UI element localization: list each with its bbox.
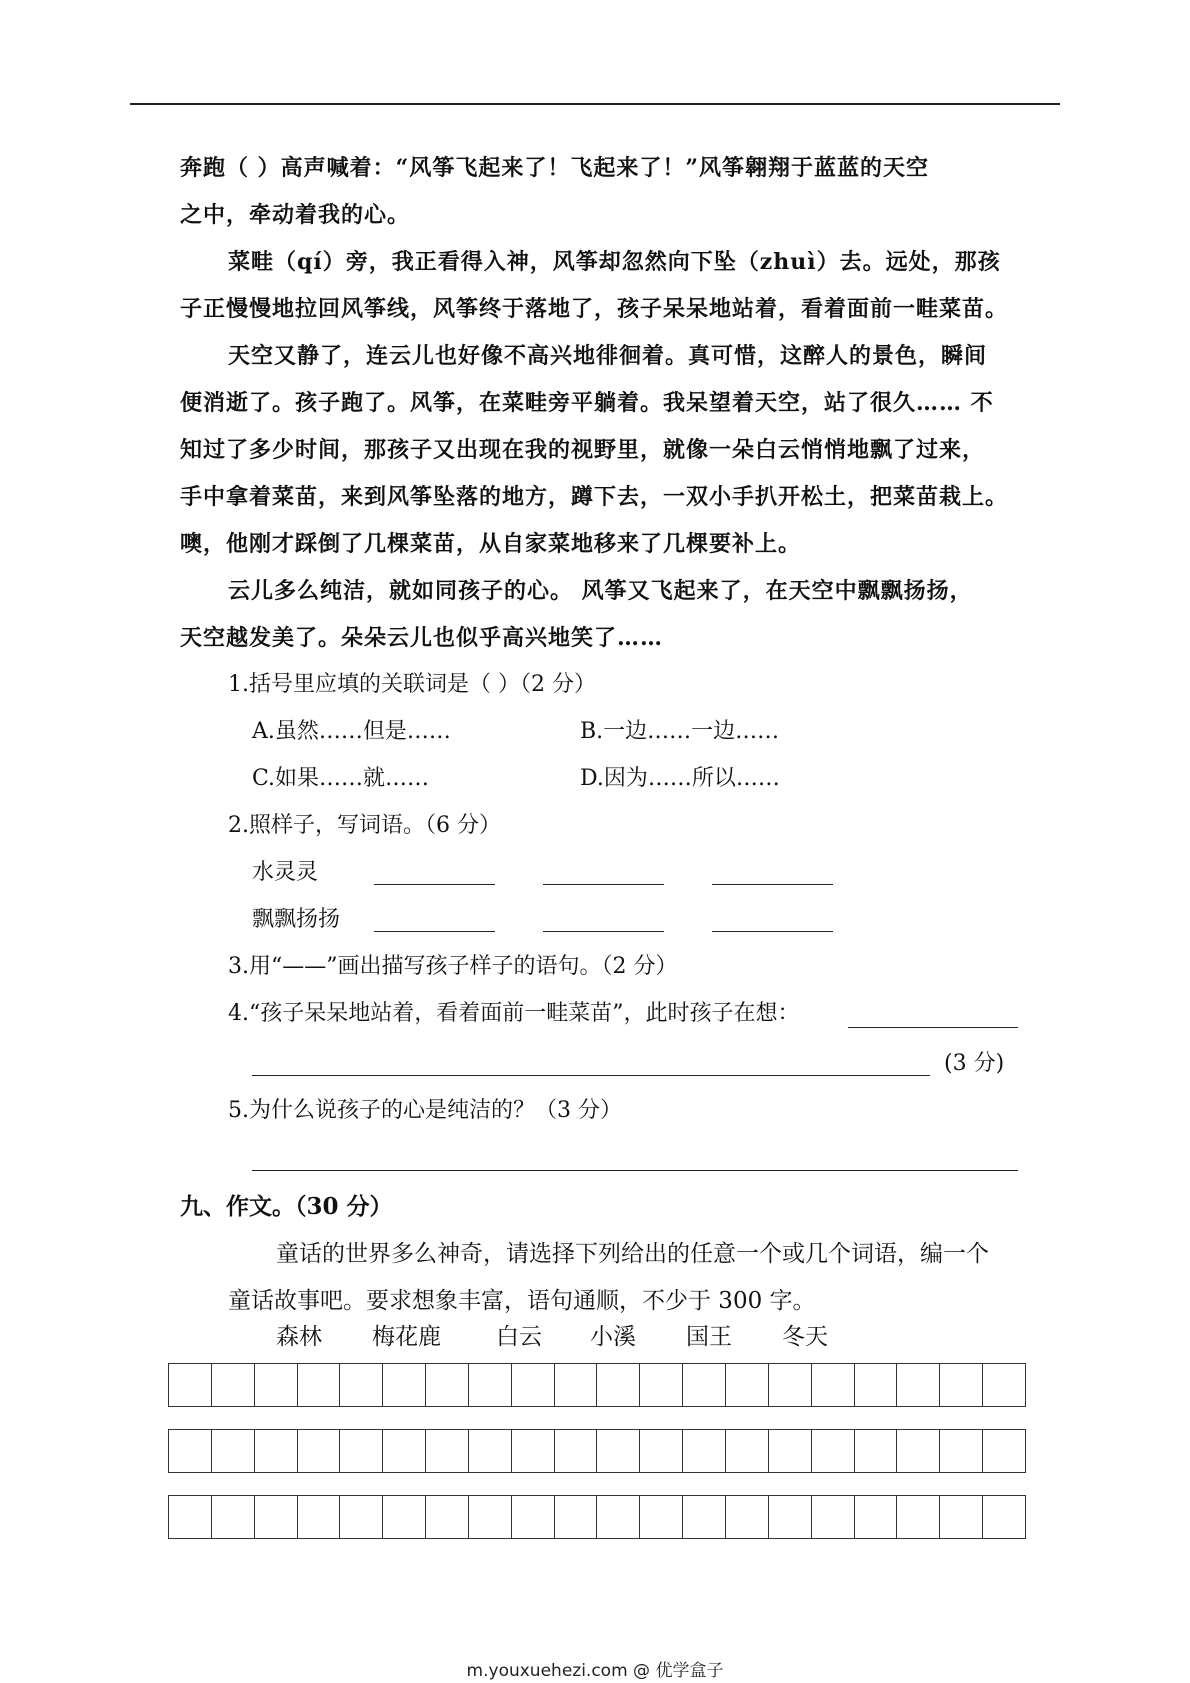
composition-prompt-line: 童话故事吧。要求想象丰富，语句通顺，不少于 300 字。 bbox=[228, 1288, 816, 1314]
passage-line: 手中拿着菜苗，来到风筝坠落的地方，蹲下去，一双小手扒开松土，把菜苗栽上。 bbox=[180, 484, 1009, 510]
passage-line: 便消逝了。孩子跑了。风筝，在菜畦旁平躺着。我呆望着天空，站了很久…… 不 bbox=[180, 390, 994, 416]
grid-cell[interactable] bbox=[726, 1430, 769, 1472]
answer-blank[interactable] bbox=[252, 1075, 930, 1076]
grid-cell[interactable] bbox=[469, 1430, 512, 1472]
grid-cell[interactable] bbox=[726, 1364, 769, 1406]
grid-cell[interactable] bbox=[940, 1430, 983, 1472]
writing-grid-row[interactable] bbox=[168, 1363, 1026, 1407]
grid-cell[interactable] bbox=[512, 1430, 555, 1472]
grid-cell[interactable] bbox=[255, 1364, 298, 1406]
grid-cell[interactable] bbox=[512, 1364, 555, 1406]
question-4: 4.“孩子呆呆地站着，看着面前一畦菜苗”，此时孩子在想： bbox=[228, 1001, 800, 1026]
option-d: D.因为……所以…… bbox=[580, 766, 780, 791]
grid-cell[interactable] bbox=[383, 1430, 426, 1472]
question-5: 5.为什么说孩子的心是纯洁的？（3 分） bbox=[228, 1098, 622, 1123]
passage-line: 子正慢慢地拉回风筝线，风筝终于落地了，孩子呆呆地站着，看着面前一畦菜苗。 bbox=[180, 296, 1009, 322]
question-3: 3.用“——”画出描写孩子样子的语句。（2 分） bbox=[228, 954, 678, 979]
grid-cell[interactable] bbox=[298, 1364, 341, 1406]
grid-cell[interactable] bbox=[597, 1496, 640, 1538]
grid-cell[interactable] bbox=[769, 1430, 812, 1472]
passage-line: 天空又静了，连云儿也好像不高兴地徘徊着。真可惜，这醉人的景色，瞬间 bbox=[228, 343, 988, 369]
grid-cell[interactable] bbox=[469, 1364, 512, 1406]
passage-line: 天空越发美了。朵朵云儿也似乎高兴地笑了…… bbox=[180, 625, 664, 651]
grid-cell[interactable] bbox=[426, 1364, 469, 1406]
example-word-1: 水灵灵 bbox=[252, 860, 319, 885]
answer-blank[interactable] bbox=[374, 931, 495, 932]
grid-cell[interactable] bbox=[897, 1364, 940, 1406]
passage-line: 知过了多少时间，那孩子又出现在我的视野里，就像一朵白云悄悄地飘了过来， bbox=[180, 437, 986, 463]
grid-cell[interactable] bbox=[469, 1496, 512, 1538]
answer-blank[interactable] bbox=[712, 931, 833, 932]
grid-cell[interactable] bbox=[855, 1364, 898, 1406]
grid-cell[interactable] bbox=[169, 1496, 212, 1538]
grid-cell[interactable] bbox=[640, 1496, 683, 1538]
grid-cell[interactable] bbox=[555, 1364, 598, 1406]
grid-cell[interactable] bbox=[769, 1496, 812, 1538]
grid-cell[interactable] bbox=[940, 1364, 983, 1406]
grid-cell[interactable] bbox=[512, 1496, 555, 1538]
grid-cell[interactable] bbox=[812, 1496, 855, 1538]
top-rule bbox=[130, 103, 1060, 105]
footer-watermark: m.youxuehezi.com @ 优学盒子 bbox=[466, 1661, 724, 1681]
answer-blank[interactable] bbox=[252, 1170, 1018, 1171]
writing-grid-row[interactable] bbox=[168, 1495, 1026, 1539]
composition-prompt-line: 童话的世界多么神奇，请选择下列给出的任意一个或几个词语，编一个 bbox=[276, 1241, 989, 1267]
grid-cell[interactable] bbox=[726, 1496, 769, 1538]
grid-cell[interactable] bbox=[212, 1364, 255, 1406]
grid-cell[interactable] bbox=[383, 1496, 426, 1538]
composition-word: 冬天 bbox=[782, 1324, 828, 1350]
composition-word: 梅花鹿 bbox=[372, 1324, 441, 1350]
answer-blank[interactable] bbox=[543, 884, 664, 885]
grid-cell[interactable] bbox=[940, 1496, 983, 1538]
grid-cell[interactable] bbox=[855, 1430, 898, 1472]
grid-cell[interactable] bbox=[340, 1430, 383, 1472]
composition-word: 白云 bbox=[496, 1324, 542, 1350]
passage-line: 奔跑（ ）高声喊着：“风筝飞起来了！飞起来了！”风筝翱翔于蓝蓝的天空 bbox=[180, 155, 929, 181]
grid-cell[interactable] bbox=[298, 1496, 341, 1538]
grid-cell[interactable] bbox=[983, 1364, 1025, 1406]
grid-cell[interactable] bbox=[897, 1496, 940, 1538]
grid-cell[interactable] bbox=[255, 1496, 298, 1538]
grid-cell[interactable] bbox=[426, 1496, 469, 1538]
grid-cell[interactable] bbox=[169, 1364, 212, 1406]
grid-cell[interactable] bbox=[983, 1496, 1025, 1538]
composition-word: 森林 bbox=[276, 1324, 322, 1350]
grid-cell[interactable] bbox=[340, 1364, 383, 1406]
grid-cell[interactable] bbox=[597, 1364, 640, 1406]
grid-cell[interactable] bbox=[812, 1364, 855, 1406]
grid-cell[interactable] bbox=[255, 1430, 298, 1472]
answer-blank[interactable] bbox=[712, 884, 833, 885]
question-1: 1.括号里应填的关联词是（ ）（2 分） bbox=[228, 672, 596, 697]
grid-cell[interactable] bbox=[812, 1430, 855, 1472]
grid-cell[interactable] bbox=[298, 1430, 341, 1472]
grid-cell[interactable] bbox=[640, 1364, 683, 1406]
answer-blank[interactable] bbox=[543, 931, 664, 932]
grid-cell[interactable] bbox=[597, 1430, 640, 1472]
grid-cell[interactable] bbox=[897, 1430, 940, 1472]
option-a: A.虽然……但是…… bbox=[252, 719, 451, 744]
passage-line: 之中，牵动着我的心。 bbox=[180, 202, 411, 228]
grid-cell[interactable] bbox=[212, 1430, 255, 1472]
grid-cell[interactable] bbox=[683, 1364, 726, 1406]
answer-blank[interactable] bbox=[374, 884, 495, 885]
grid-cell[interactable] bbox=[340, 1496, 383, 1538]
option-c: C.如果……就…… bbox=[252, 766, 430, 791]
passage-line: 噢，他刚才踩倒了几棵菜苗，从自家菜地移来了几棵要补上。 bbox=[180, 531, 802, 557]
composition-word: 国王 bbox=[686, 1324, 732, 1350]
question-2: 2.照样子，写词语。（6 分） bbox=[228, 813, 501, 838]
question-4-score: (3 分) bbox=[944, 1051, 1005, 1076]
grid-cell[interactable] bbox=[640, 1430, 683, 1472]
grid-cell[interactable] bbox=[983, 1430, 1025, 1472]
grid-cell[interactable] bbox=[683, 1496, 726, 1538]
writing-grid-row[interactable] bbox=[168, 1429, 1026, 1473]
grid-cell[interactable] bbox=[555, 1496, 598, 1538]
grid-cell[interactable] bbox=[855, 1496, 898, 1538]
example-word-2: 飘飘扬扬 bbox=[252, 907, 341, 932]
grid-cell[interactable] bbox=[683, 1430, 726, 1472]
composition-heading: 九、作文。（30 分） bbox=[180, 1193, 393, 1220]
grid-cell[interactable] bbox=[555, 1430, 598, 1472]
composition-word: 小溪 bbox=[590, 1324, 636, 1350]
passage-line: 菜畦（qí）旁，我正看得入神，风筝却忽然向下坠（zhuì）去。远处，那孩 bbox=[228, 249, 1001, 275]
grid-cell[interactable] bbox=[383, 1364, 426, 1406]
passage-line: 云儿多么纯洁，就如同孩子的心。 风筝又飞起来了，在天空中飘飘扬扬， bbox=[228, 578, 973, 604]
grid-cell[interactable] bbox=[169, 1430, 212, 1472]
grid-cell[interactable] bbox=[769, 1364, 812, 1406]
grid-cell[interactable] bbox=[426, 1430, 469, 1472]
answer-blank[interactable] bbox=[848, 1027, 1018, 1028]
option-b: B.一边……一边…… bbox=[580, 719, 780, 744]
grid-cell[interactable] bbox=[212, 1496, 255, 1538]
